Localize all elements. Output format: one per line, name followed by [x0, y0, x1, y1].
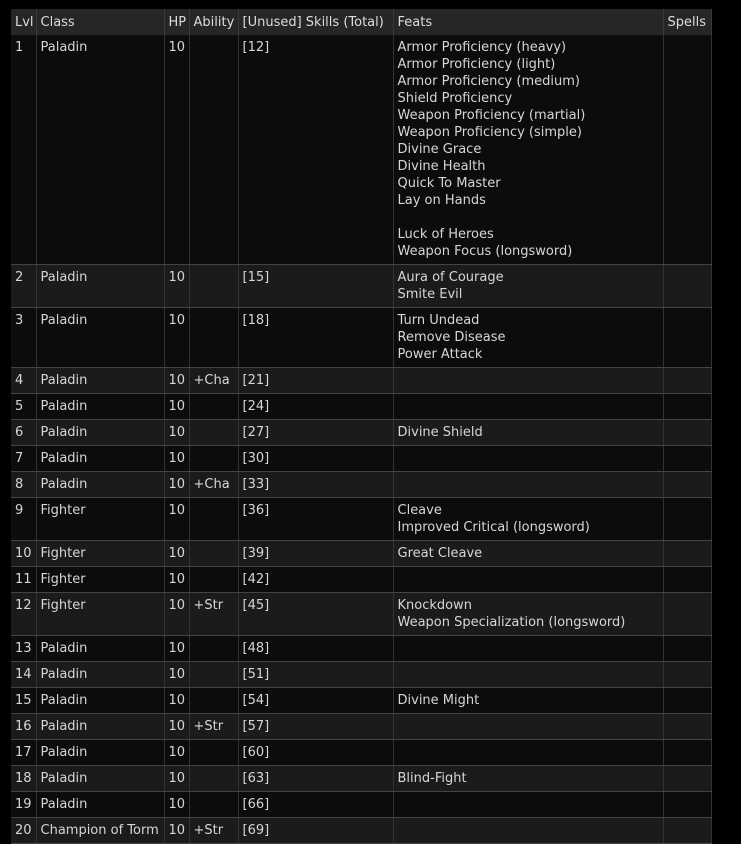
- header-hp: HP: [164, 9, 189, 35]
- table-row: [11, 662, 711, 688]
- table-row: [11, 714, 711, 740]
- cell-lvl: 17: [11, 740, 36, 766]
- feat-item: Divine Grace: [397, 142, 482, 157]
- cell-lvl: 15: [11, 688, 36, 714]
- cell-class: Paladin: [36, 368, 164, 394]
- cell-class: Paladin: [36, 740, 164, 766]
- cell-class: Paladin: [36, 662, 164, 688]
- cell-hp: 10: [164, 662, 189, 688]
- table-row: [11, 308, 711, 368]
- cell-ability: [189, 792, 238, 818]
- cell-lvl: 1: [11, 35, 36, 265]
- cell-ability: [189, 265, 238, 308]
- cell-ability: [189, 35, 238, 265]
- cell-lvl: 9: [11, 498, 36, 541]
- table-row: [11, 567, 711, 593]
- cell-class: Paladin: [36, 714, 164, 740]
- cell-ability: [189, 688, 238, 714]
- cell-spells: [663, 541, 711, 567]
- cell-skills: [36]: [238, 498, 393, 541]
- cell-ability: [189, 636, 238, 662]
- cell-skills: [33]: [238, 472, 393, 498]
- cell-feats: [393, 740, 663, 766]
- cell-lvl: 3: [11, 308, 36, 368]
- cell-hp: 10: [164, 308, 189, 368]
- cell-spells: [663, 688, 711, 714]
- cell-spells: [663, 265, 711, 308]
- feat-item: Divine Health: [397, 159, 486, 174]
- cell-spells: [663, 420, 711, 446]
- cell-ability: [189, 740, 238, 766]
- cell-spells: [663, 740, 711, 766]
- cell-hp: 10: [164, 636, 189, 662]
- cell-hp: 10: [164, 792, 189, 818]
- table-row: [11, 446, 711, 472]
- table-row: [11, 498, 711, 541]
- cell-spells: [663, 662, 711, 688]
- cell-ability: [189, 394, 238, 420]
- cell-lvl: 6: [11, 420, 36, 446]
- table-row: [11, 265, 711, 308]
- feat-item: Weapon Proficiency (simple): [397, 125, 582, 140]
- cell-ability: [189, 662, 238, 688]
- cell-skills: [51]: [238, 662, 393, 688]
- table-row: [11, 636, 711, 662]
- cell-hp: 10: [164, 740, 189, 766]
- cell-class: Paladin: [36, 636, 164, 662]
- cell-lvl: 11: [11, 567, 36, 593]
- table-row: [11, 368, 711, 394]
- cell-spells: [663, 714, 711, 740]
- cell-feats: [393, 420, 663, 446]
- cell-skills: [60]: [238, 740, 393, 766]
- cell-spells: [663, 446, 711, 472]
- table-row: [11, 818, 711, 844]
- cell-feats: [393, 541, 663, 567]
- cell-feats: [393, 662, 663, 688]
- cell-feats: [393, 593, 663, 636]
- cell-spells: [663, 593, 711, 636]
- level-progression-table: [11, 9, 712, 844]
- cell-skills: [24]: [238, 394, 393, 420]
- feat-item: Cleave: [397, 503, 442, 518]
- cell-lvl: 20: [11, 818, 36, 844]
- cell-hp: 10: [164, 498, 189, 541]
- cell-class: Paladin: [36, 35, 164, 265]
- table-row: [11, 420, 711, 446]
- cell-hp: 10: [164, 541, 189, 567]
- cell-class: Paladin: [36, 265, 164, 308]
- cell-feats: [393, 636, 663, 662]
- header-spells: Spells: [663, 9, 711, 35]
- feat-item: Aura of Courage: [397, 270, 504, 285]
- header-ability: Ability: [189, 9, 238, 35]
- cell-class: Paladin: [36, 792, 164, 818]
- cell-class: Paladin: [36, 766, 164, 792]
- header-feats: Feats: [393, 9, 663, 35]
- cell-lvl: 8: [11, 472, 36, 498]
- feat-item: Luck of Heroes: [397, 227, 494, 242]
- cell-feats: [393, 308, 663, 368]
- cell-hp: 10: [164, 593, 189, 636]
- cell-feats: [393, 368, 663, 394]
- cell-spells: [663, 766, 711, 792]
- cell-lvl: 2: [11, 265, 36, 308]
- cell-spells: [663, 792, 711, 818]
- feat-item: Armor Proficiency (medium): [397, 74, 580, 89]
- table-row: [11, 688, 711, 714]
- cell-lvl: 12: [11, 593, 36, 636]
- table-row: [11, 593, 711, 636]
- cell-hp: 10: [164, 688, 189, 714]
- table-row: [11, 766, 711, 792]
- feat-item: Remove Disease: [397, 330, 506, 345]
- cell-skills: [66]: [238, 792, 393, 818]
- cell-ability: [189, 541, 238, 567]
- cell-lvl: 14: [11, 662, 36, 688]
- cell-hp: 10: [164, 265, 189, 308]
- cell-ability: +Str: [189, 593, 238, 636]
- feat-item: Weapon Focus (longsword): [397, 244, 573, 259]
- cell-skills: [30]: [238, 446, 393, 472]
- cell-feats: [393, 766, 663, 792]
- cell-spells: [663, 394, 711, 420]
- cell-spells: [663, 636, 711, 662]
- cell-lvl: 5: [11, 394, 36, 420]
- feat-item: Divine Shield: [397, 425, 483, 440]
- cell-hp: 10: [164, 446, 189, 472]
- cell-skills: [57]: [238, 714, 393, 740]
- feat-item: Improved Critical (longsword): [397, 520, 590, 535]
- cell-ability: [189, 567, 238, 593]
- feat-item: Smite Evil: [397, 287, 463, 302]
- cell-ability: [189, 766, 238, 792]
- cell-skills: [69]: [238, 818, 393, 844]
- cell-hp: 10: [164, 472, 189, 498]
- cell-skills: [12]: [238, 35, 393, 265]
- cell-ability: +Str: [189, 714, 238, 740]
- table-row: [11, 740, 711, 766]
- cell-ability: [189, 308, 238, 368]
- cell-class: Champion of Torm: [36, 818, 164, 844]
- cell-hp: 10: [164, 35, 189, 265]
- cell-lvl: 7: [11, 446, 36, 472]
- cell-ability: [189, 420, 238, 446]
- header-lvl: Lvl: [11, 9, 36, 35]
- cell-spells: [663, 35, 711, 265]
- cell-hp: 10: [164, 818, 189, 844]
- cell-feats: [393, 714, 663, 740]
- cell-feats: [393, 567, 663, 593]
- cell-hp: 10: [164, 714, 189, 740]
- feat-item: Weapon Specialization (longsword): [397, 615, 626, 630]
- cell-ability: [189, 446, 238, 472]
- feat-item: Turn Undead: [397, 313, 480, 328]
- feat-item: Armor Proficiency (heavy): [397, 40, 567, 55]
- cell-lvl: 4: [11, 368, 36, 394]
- cell-ability: [189, 498, 238, 541]
- cell-skills: [48]: [238, 636, 393, 662]
- feat-item: Knockdown: [397, 598, 472, 613]
- cell-skills: [45]: [238, 593, 393, 636]
- cell-class: Fighter: [36, 498, 164, 541]
- cell-lvl: 10: [11, 541, 36, 567]
- table-row: [11, 35, 711, 265]
- cell-hp: 10: [164, 420, 189, 446]
- cell-spells: [663, 368, 711, 394]
- table-row: [11, 792, 711, 818]
- cell-class: Paladin: [36, 472, 164, 498]
- cell-class: Paladin: [36, 446, 164, 472]
- cell-lvl: 13: [11, 636, 36, 662]
- cell-class: Paladin: [36, 394, 164, 420]
- feat-item: [398, 209, 659, 226]
- table-body: [11, 35, 711, 844]
- table-row: [11, 541, 711, 567]
- cell-skills: [18]: [238, 308, 393, 368]
- cell-feats: [393, 265, 663, 308]
- header-class: Class: [36, 9, 164, 35]
- cell-skills: [27]: [238, 420, 393, 446]
- cell-hp: 10: [164, 766, 189, 792]
- cell-class: Fighter: [36, 593, 164, 636]
- cell-spells: [663, 818, 711, 844]
- cell-skills: [63]: [238, 766, 393, 792]
- cell-hp: 10: [164, 368, 189, 394]
- cell-spells: [663, 308, 711, 368]
- feat-item: Lay on Hands: [397, 193, 486, 208]
- cell-spells: [663, 498, 711, 541]
- cell-spells: [663, 567, 711, 593]
- cell-skills: [15]: [238, 265, 393, 308]
- cell-hp: 10: [164, 567, 189, 593]
- cell-class: Paladin: [36, 420, 164, 446]
- table-header-row: [11, 9, 711, 35]
- cell-class: Paladin: [36, 308, 164, 368]
- cell-feats: [393, 446, 663, 472]
- cell-skills: [54]: [238, 688, 393, 714]
- table-row: [11, 394, 711, 420]
- header-skills: [Unused] Skills (Total): [238, 9, 393, 35]
- cell-feats: [393, 472, 663, 498]
- cell-class: Paladin: [36, 688, 164, 714]
- feat-item: Quick To Master: [397, 176, 501, 191]
- table-row: [11, 472, 711, 498]
- cell-skills: [21]: [238, 368, 393, 394]
- feat-item: Power Attack: [397, 347, 483, 362]
- cell-lvl: 18: [11, 766, 36, 792]
- feat-item: Armor Proficiency (light): [397, 57, 556, 72]
- cell-class: Fighter: [36, 541, 164, 567]
- cell-ability: +Str: [189, 818, 238, 844]
- cell-ability: +Cha: [189, 472, 238, 498]
- cell-hp: 10: [164, 394, 189, 420]
- feat-item: Blind-Fight: [397, 771, 467, 786]
- cell-lvl: 16: [11, 714, 36, 740]
- cell-feats: [393, 818, 663, 844]
- feat-item: Divine Might: [397, 693, 480, 708]
- cell-spells: [663, 472, 711, 498]
- cell-feats: [393, 792, 663, 818]
- cell-feats: [393, 394, 663, 420]
- cell-ability: +Cha: [189, 368, 238, 394]
- cell-feats: [393, 498, 663, 541]
- cell-skills: [42]: [238, 567, 393, 593]
- feat-item: Great Cleave: [397, 546, 483, 561]
- cell-class: Fighter: [36, 567, 164, 593]
- cell-feats: [393, 35, 663, 265]
- feat-item: Shield Proficiency: [397, 91, 513, 106]
- cell-skills: [39]: [238, 541, 393, 567]
- feat-item: Weapon Proficiency (martial): [397, 108, 586, 123]
- cell-feats: [393, 688, 663, 714]
- cell-lvl: 19: [11, 792, 36, 818]
